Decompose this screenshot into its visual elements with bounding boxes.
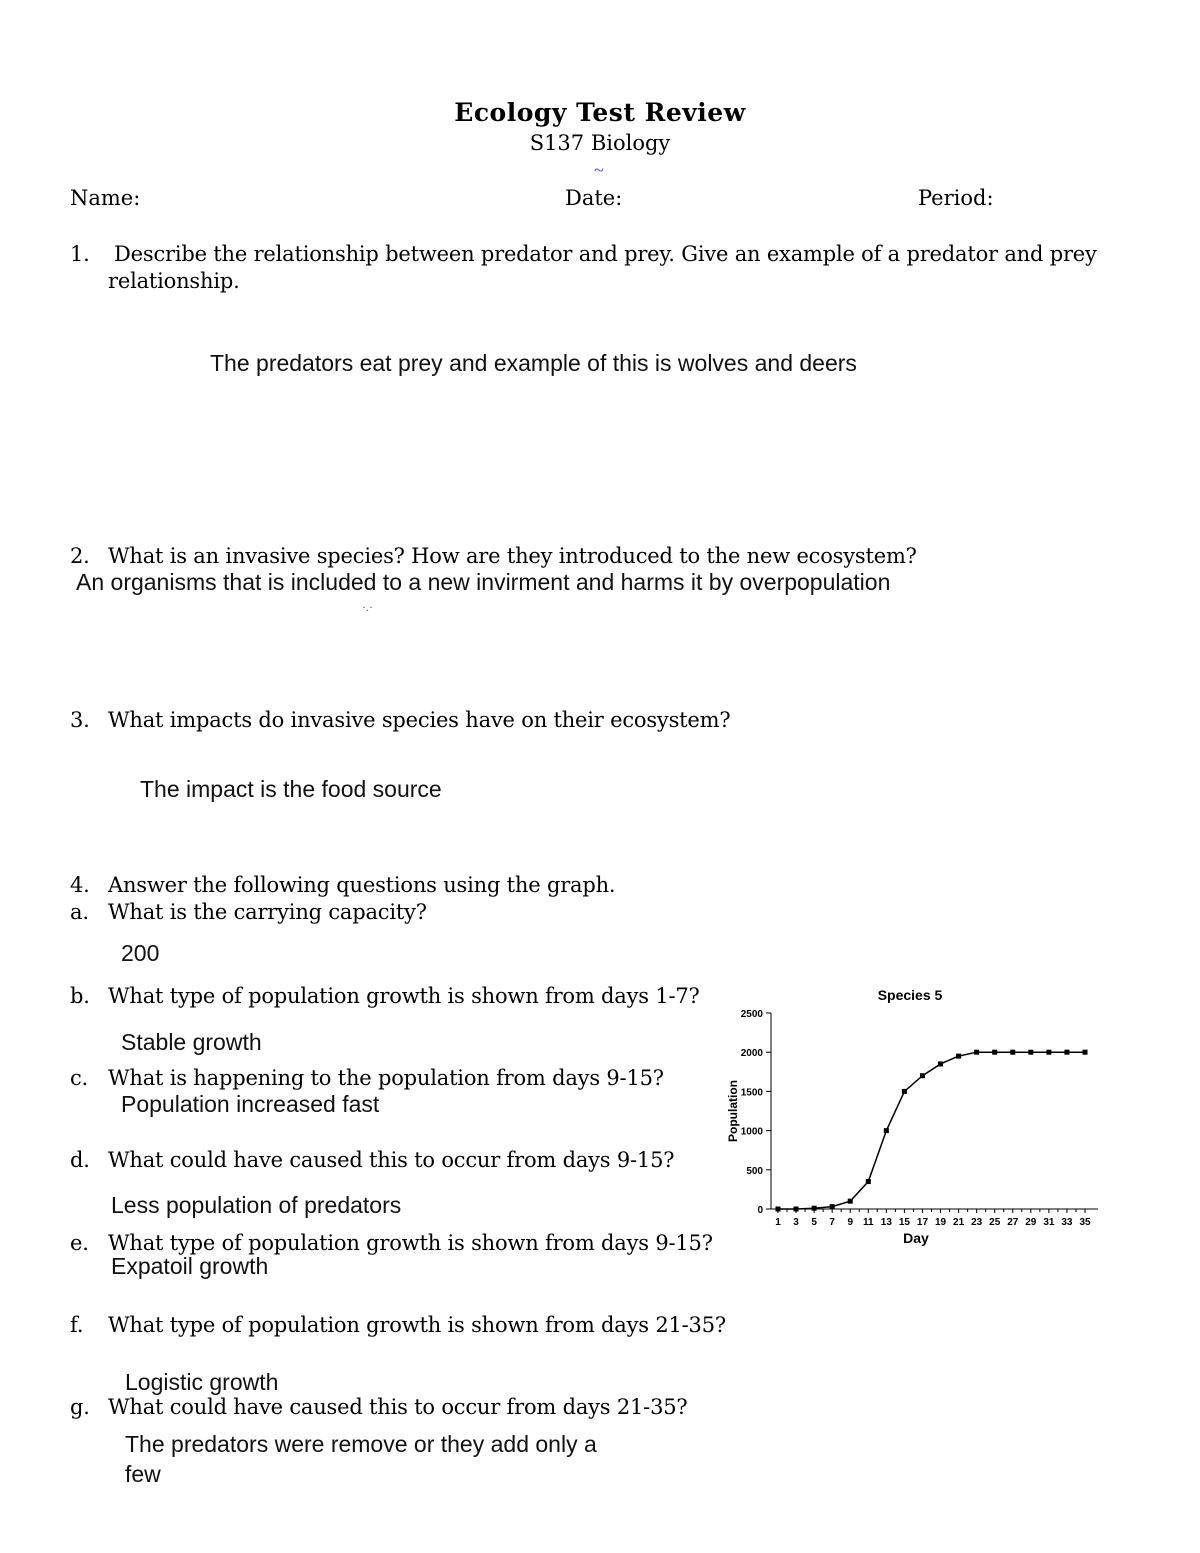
answer-4e[interactable]: Expatoil growth [111,1253,269,1279]
data-point [938,1061,943,1066]
data-point [902,1089,907,1094]
y-tick-label: 2500 [740,1009,763,1020]
x-tick-label: 3 [793,1217,799,1228]
answer-4b[interactable]: Stable growth [121,1029,262,1055]
data-point [974,1050,979,1055]
data-point [956,1054,961,1059]
x-tick-label: 35 [1079,1217,1091,1228]
question-2-text: What is an invasive species? How are they introduced to the new ecosystem? [108,544,917,568]
data-point [1010,1050,1015,1055]
question-number: 4. [70,873,90,897]
question-1-text-cont: relationship. [108,269,240,293]
data-point [776,1207,781,1212]
data-point [794,1207,799,1212]
series-line [778,1052,1085,1209]
data-point [920,1073,925,1078]
date-label: Date: [565,186,623,210]
x-tick-label: 27 [1007,1217,1019,1228]
x-tick-label: 7 [829,1217,835,1228]
data-point [1064,1050,1069,1055]
x-tick-label: 23 [971,1217,983,1228]
subquestion-letter: g. [70,1395,90,1419]
period-label: Period: [918,186,994,210]
chart-xlabel: Day [903,1230,929,1246]
species-5-chart [715,975,1115,1265]
x-tick-label: 29 [1025,1217,1037,1228]
question-number: 3. [70,708,90,732]
subquestion-letter: d. [70,1148,90,1172]
subquestion-letter: a. [70,900,89,924]
data-point [992,1050,997,1055]
data-point [848,1199,853,1204]
answer-1[interactable]: The predators eat prey and example of this is wolves and deers [210,350,857,376]
data-point [1046,1050,1051,1055]
question-1-text: Describe the relationship between predator and prey. Give an example of a predator and prey [114,242,1097,266]
x-tick-label: 1 [775,1217,781,1228]
name-label: Name: [70,186,141,210]
x-tick-label: 21 [953,1217,965,1228]
question-4e-text: What type of population growth is shown from days 9-15? [108,1231,713,1255]
data-point [1028,1050,1033,1055]
x-tick-label: 17 [916,1217,929,1228]
answer-3[interactable]: The impact is the food source [140,776,442,802]
x-tick-label: 33 [1061,1217,1073,1228]
subquestion-letter: c. [70,1066,89,1090]
subquestion-letter: e. [70,1231,89,1255]
answer-4g[interactable]: The predators were remove or they add only a [125,1431,597,1457]
question-4f-text: What type of population growth is shown from days 21-35? [108,1313,726,1337]
data-point [812,1206,817,1211]
chart-ylabel: Population [726,1080,740,1142]
subquestion-letter: b. [70,984,90,1008]
x-tick-label: 31 [1043,1217,1055,1228]
data-point [884,1128,889,1133]
question-3-text: What impacts do invasive species have on their ecosystem? [108,708,731,732]
answer-4f[interactable]: Logistic growth [125,1369,279,1395]
y-tick-label: 2000 [740,1048,763,1060]
pen-dots-icon: ·.· [362,600,373,614]
page-subtitle: S137 Biology [529,131,671,155]
question-4d-text: What could have caused this to occur from days 9-15? [108,1148,675,1172]
question-4g-text: What could have caused this to occur from days 21-35? [108,1395,688,1419]
question-number: 2. [70,544,90,568]
page-title: Ecology Test Review [454,98,746,127]
y-tick-label: 1000 [740,1126,763,1138]
answer-4a[interactable]: 200 [121,940,160,966]
x-tick-label: 11 [863,1217,874,1228]
y-tick-label: 1500 [740,1087,763,1099]
subquestion-letter: f. [70,1313,84,1337]
answer-4d[interactable]: Less population of predators [111,1192,402,1218]
x-tick-label: 5 [811,1217,817,1228]
data-point [1083,1050,1088,1055]
question-4c-text: What is happening to the population from days 9-15? [108,1066,664,1090]
question-4b-text: What type of population growth is shown from days 1-7? [108,984,700,1008]
answer-4g-cont[interactable]: few [125,1461,161,1487]
x-tick-label: 25 [989,1217,1001,1228]
pen-mark-icon: ~ [594,160,604,180]
x-tick-label: 15 [898,1217,910,1228]
question-4a-text: What is the carrying capacity? [108,900,427,924]
question-4-text: Answer the following questions using the graph. [108,873,616,897]
y-tick-label: 500 [746,1165,763,1177]
question-number: 1. [70,242,90,266]
answer-4c[interactable]: Population increased fast [121,1091,380,1117]
x-tick-label: 19 [934,1217,947,1228]
data-point [830,1204,835,1209]
x-tick-label: 9 [847,1217,854,1228]
chart-title: Species 5 [877,987,943,1003]
y-tick-label: 0 [757,1205,763,1216]
data-point [866,1179,871,1184]
x-tick-label: 13 [880,1217,892,1228]
answer-2[interactable]: An organisms that is included to a new invirment and harms it by overpopulation [76,569,891,595]
